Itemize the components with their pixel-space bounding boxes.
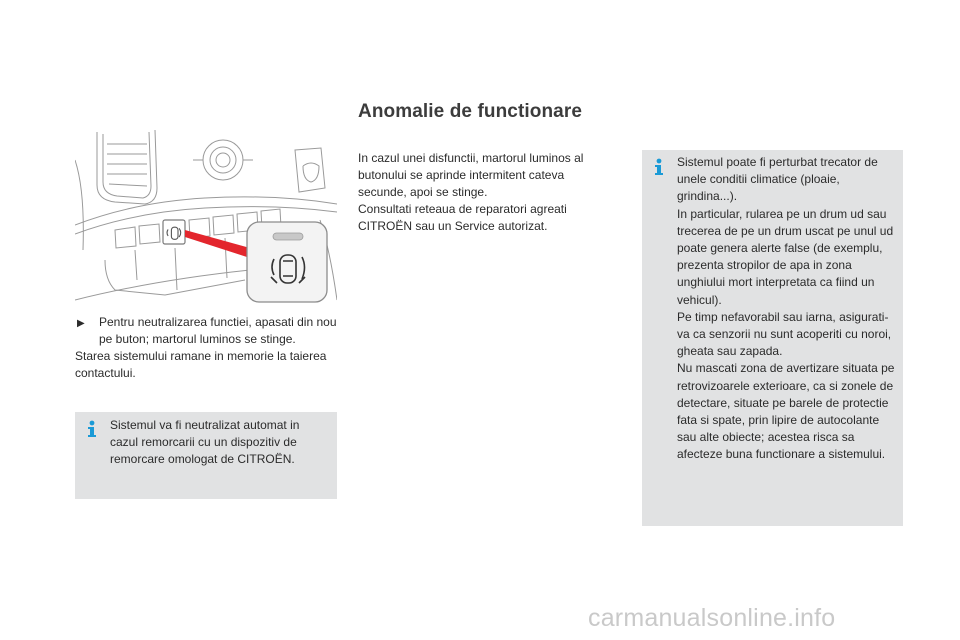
info-box-conditions [642,150,903,526]
section-title: Anomalie de functionare [358,101,583,122]
section-body [358,150,598,235]
info-conditions-paragraph-3: Pe timp nefavorabil sau iarna, asigurati-va ca senzorii nu sunt acoperiti cu noroi, gheata sau zapada. [677,309,892,359]
info-box-towing-text: Sistemul va fi neutralizat automat in cazul remorcarii cu un dispozitiv de remorcare omologat de CITROËN. [110,418,300,466]
section-body-paragraph-1: In cazul unei disfunctii, martorul luminos al butonului se aprinde intermitent cateva secunde, apoi se stinge. [358,151,584,199]
info-icon [652,158,666,176]
dashboard-switch-illustration [75,130,337,310]
instruction-step [75,314,339,348]
info-box-conditions-text [677,154,899,464]
dashboard-line-drawing [75,130,337,310]
arrow-bullet-icon: ▶ [77,318,85,329]
info-conditions-paragraph-4: Nu mascati zona de avertizare situata pe retrovizoarele exterioare, ca si zonele de detectare, situate pe barele de protectie fata si spate, prin lipire de autocolante sau alte obiecte; acestea risca sa afecteze buna functionare a sistemului. [677,361,895,462]
section-body-paragraph-2: Consultati reteaua de reparatori agreati CITROËN sau un Service autorizat. [358,202,567,233]
instruction-step-text: Pentru neutralizarea functiei, apasati din nou pe buton; martorul luminos se stinge. [99,315,337,346]
instruction-block [75,314,339,382]
instruction-note: Starea sistemului ramane in memorie la taierea contactului. [75,349,327,380]
info-box-towing [75,412,337,499]
watermark: carmanualsonline.info [588,604,836,632]
info-icon [85,420,99,438]
info-conditions-paragraph-1: Sistemul poate fi perturbat trecator de unele conditii climatice (ploaie, grindina...). [677,155,878,204]
info-conditions-paragraph-2: In particular, rularea pe un drum ud sau trecerea de pe un drum uscat pe unul ud poate genera alerte false (de exemplu, prezenta stropilor de apa in zona unghiului mort interpretata ca fiind un vehicul). [677,206,894,307]
